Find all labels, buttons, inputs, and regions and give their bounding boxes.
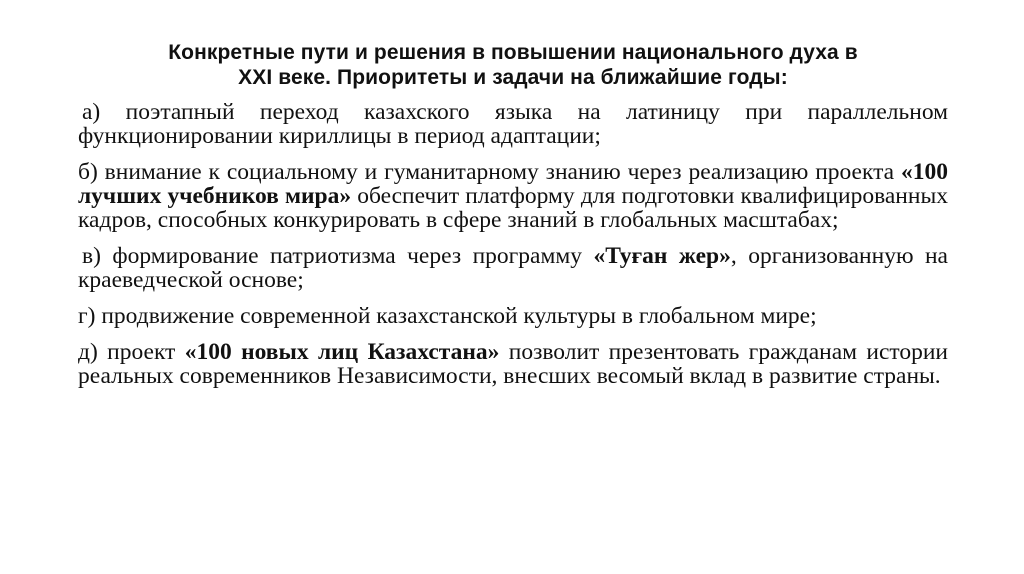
list-item-e-text-start: д) проект	[78, 339, 185, 365]
slide-content	[78, 40, 948, 400]
list-item-b-text-start: б) внимание к социальному и гуманитарному знанию через реализацию проекта	[78, 159, 901, 185]
list-item-c-text-end: , организованную на краеведческой основе;	[78, 243, 948, 293]
list-item-c-program-name: «Туған жер»	[593, 243, 731, 269]
slide-title-line-2: XXI веке. Приоритеты и задачи на ближайшие годы:	[238, 66, 788, 89]
list-item-e-project-name: «100 новых лиц Казахстана»	[184, 339, 500, 365]
list-item-e	[78, 340, 948, 388]
list-item-d-text: г) продвижение современной казахстанской культуры в глобальном мире;	[78, 303, 817, 329]
list-item-c-text-start: в) формирование патриотизма через программу	[82, 243, 594, 269]
list-item-a	[78, 100, 948, 148]
list-item-b-text-end: обеспечит платформу для подготовки квалифицированных кадров, способных конкурировать в сфере знаний в глобальных масштабах;	[78, 183, 948, 233]
list-item-b-project-name: «100 лучших учебников мира»	[78, 159, 948, 209]
list-item-c	[78, 244, 948, 292]
list-item-a-text: а) поэтапный переход казахского языка на латиницу при параллельном функционировании кириллицы в период адаптации;	[78, 99, 948, 149]
slide-title-line-1: Конкретные пути и решения в повышении национального духа в	[168, 41, 858, 64]
list-item-d	[78, 304, 948, 328]
slide-title	[78, 40, 948, 90]
list-item-b	[78, 160, 948, 232]
list-item-e-text-end: позволит презентовать гражданам истории реальных современников Независимости, внесших весомый вклад в развитие страны.	[78, 339, 948, 389]
